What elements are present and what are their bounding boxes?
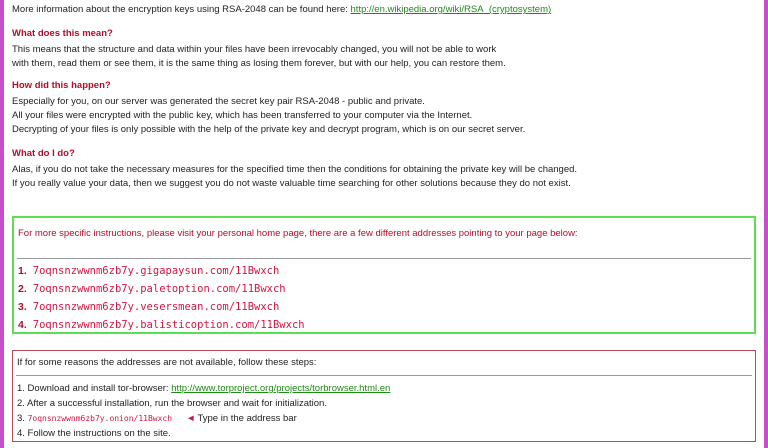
tor-steps-list [17, 381, 390, 441]
section-heading: What does this mean? [12, 28, 113, 39]
divider [16, 375, 752, 376]
address-item[interactable] [18, 298, 305, 316]
tor-instructions-intro: If for some reasons the addresses are not available, follow these steps: [17, 357, 317, 368]
address-item[interactable] [18, 316, 305, 334]
address-url[interactable]: 7oqnsnzwwnm6zb7y.paletoption.com/11Bwxch [32, 283, 286, 295]
section-line: This means that the structure and data within your files have been irrevocably changed, you will not be able to work [12, 44, 497, 55]
address-url[interactable]: 7oqnsnzwwnm6zb7y.balisticoption.com/11Bwxch [32, 319, 305, 331]
step-3-number: 3. [17, 413, 28, 424]
section-line: Alas, if you do not take the necessary measures for the specified time then the conditions for obtaining the private key will be changed. [12, 164, 578, 175]
address-item[interactable] [18, 280, 305, 298]
section-heading: What do I do? [12, 148, 75, 159]
tor-download-link[interactable]: http://www.torproject.org/projects/torbrowser.html.en [171, 383, 391, 394]
step-1-text: 1. Download and install tor-browser: [17, 383, 172, 394]
rsa-wiki-link[interactable]: http://en.wikipedia.org/wiki/RSA_(cryptosystem) [350, 4, 552, 15]
section-heading: How did this happen? [12, 80, 111, 91]
intro-text: More information about the encryption keys using RSA-2048 can be found here: [12, 4, 351, 15]
section-line: Decrypting of your files is only possible with the help of the private key and decrypt program, which is on our secret server. [12, 124, 526, 135]
onion-address[interactable]: 7oqnsnzwwnm6zb7y.onion/11Bwxch [27, 414, 173, 423]
personal-page-box [12, 216, 756, 334]
section-what-do-i-do [12, 148, 756, 191]
section-line: All your files were encrypted with the public key, which has been transferred to your computer via the Internet. [12, 110, 473, 121]
tor-instructions-box [12, 350, 756, 442]
personal-page-instructions: For more specific instructions, please visit your personal home page, there are a few different addresses pointing to your page below: [18, 228, 578, 239]
address-item[interactable] [18, 262, 305, 280]
address-number: 3. [18, 301, 27, 313]
address-url[interactable]: 7oqnsnzwwnm6zb7y.gigapaysun.com/11Bwxch [32, 265, 280, 277]
divider [17, 258, 751, 259]
step-4: 4. Follow the instructions on the site. [17, 428, 171, 439]
step-3-hint: Type in the address bar [197, 413, 297, 424]
address-list [18, 262, 305, 334]
address-url[interactable]: 7oqnsnzwwnm6zb7y.vesersmean.com/11Bwxch [32, 301, 280, 313]
step-3 [17, 411, 390, 426]
section-how-did-this-happen [12, 80, 756, 137]
section-line: Especially for you, on our server was generated the secret key pair RSA-2048 - public and private. [12, 96, 425, 107]
section-line: If you really value your data, then we suggest you do not waste valuable time searching for other solutions because they do not exist. [12, 178, 571, 189]
step-1 [17, 381, 390, 396]
ransom-note-page [4, 0, 764, 448]
section-what-does-this-mean [12, 28, 756, 71]
section-line: with them, read them or see them, it is the same thing as losing them forever, but with our help, you can restore them. [12, 58, 506, 69]
address-number: 1. [18, 265, 27, 277]
step-2: 2. After a successful installation, run the browser and wait for initialization. [17, 398, 327, 409]
address-number: 4. [18, 319, 27, 331]
address-number: 2. [18, 283, 27, 295]
intro-line [12, 4, 551, 15]
arrow-left-icon: ◄ [186, 413, 196, 424]
